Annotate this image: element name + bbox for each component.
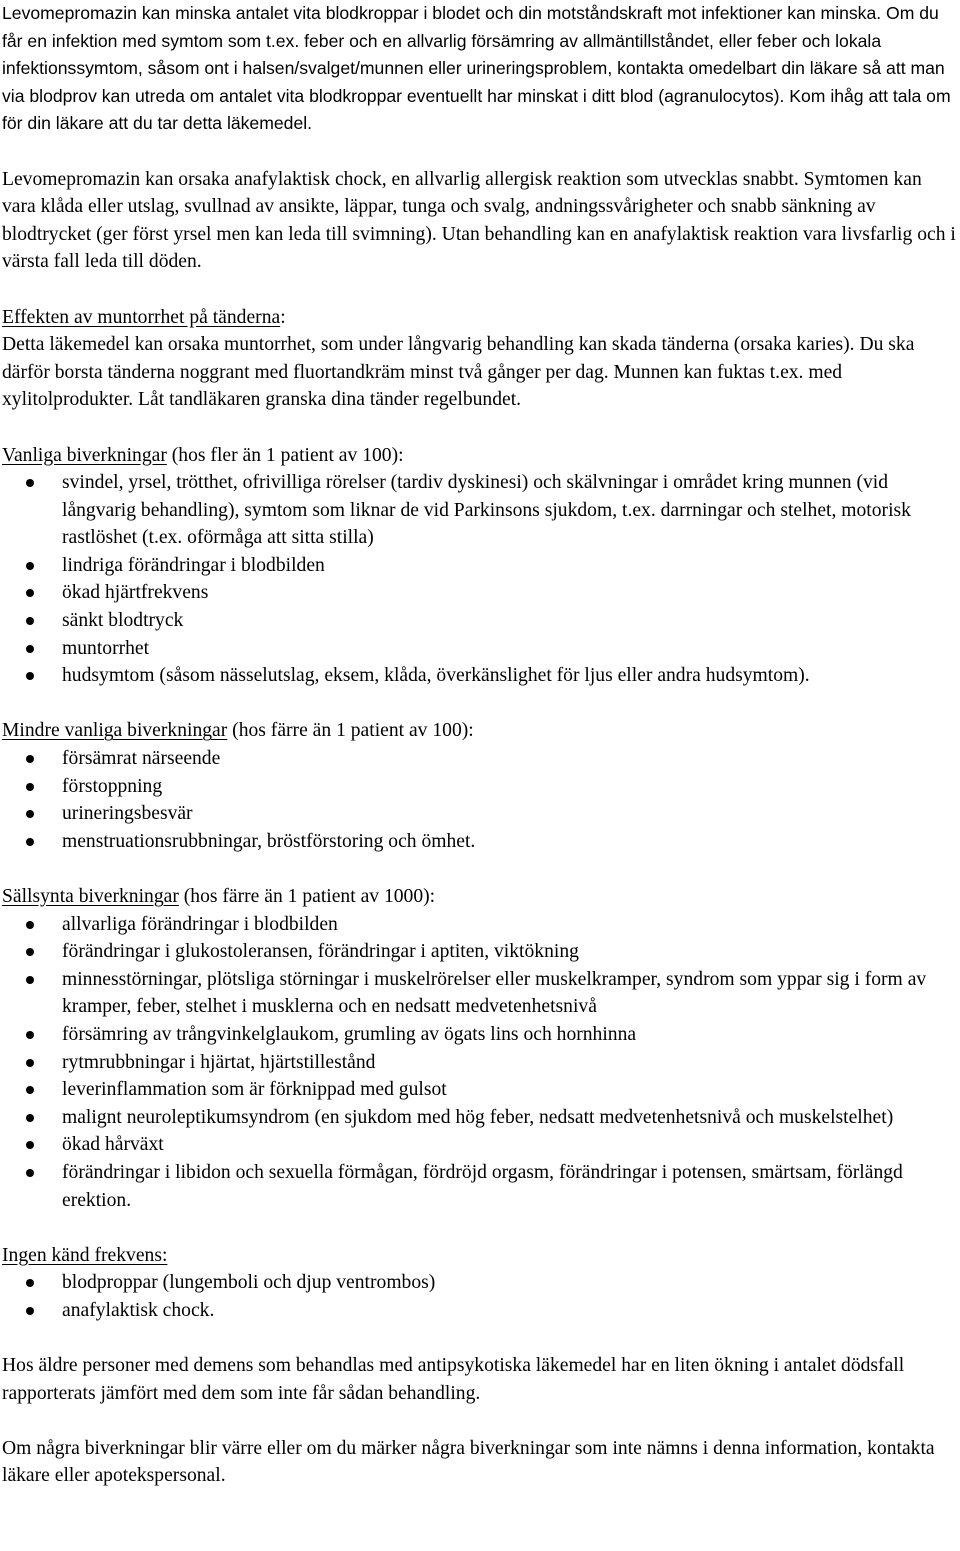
teeth-paragraph: Detta läkemedel kan orsaka muntorrhet, som under långvarig behandling kan skada tänderna (orsaka karies). Du ska därför borsta tänderna noggrant med fluortandkräm minst två gånger per dag. Munnen kan fuktas t.ex. med xylitolprodukter. Låt tandläkaren granska dina tänder regelbundet. (2, 334, 915, 411)
common-heading-qualifier: (hos fler än 1 patient av 100): (166, 444, 404, 466)
uncommon-section-heading (2, 717, 957, 745)
bullet-icon (26, 617, 34, 625)
list-item: försämrat närseende (2, 745, 957, 773)
bullet-icon (26, 562, 34, 570)
list-item: förändringar i libidon och sexuella förmågan, fördröjd orgasm, förändringar i potensen, smärtsam, förlängd erektion. (2, 1159, 957, 1214)
list-item: anafylaktisk chock. (2, 1297, 957, 1325)
spacer (2, 276, 957, 304)
list-item: svindel, yrsel, trötthet, ofrivilliga rörelser (tardiv dyskinesi) och skälvningar i området kring munnen (vid långvarig behandling), symtom som liknar de vid Parkinsons sjukdom, t.ex. darrningar och stelhet, motorisk rastlöshet (t.ex. oförmåga att sitta stilla) (2, 469, 957, 552)
rare-heading-qualifier: (hos färre än 1 patient av 1000): (178, 886, 436, 907)
report-side-effects-paragraph: Om några biverkningar blir värre eller om du märker några biverkningar som inte nämns i denna information, kontakta läkare eller apotekspersonal. (2, 1437, 935, 1487)
list-item: lindriga förändringar i blodbilden (2, 552, 957, 580)
bullet-icon (26, 479, 34, 487)
list-item: muntorrhet (2, 635, 957, 663)
bullet-icon (26, 672, 34, 680)
unknown-heading-text: Ingen känd frekvens: (2, 1244, 168, 1266)
list-item: minnesstörningar, plötsliga störningar i muskelrörelser eller muskelkramper, syndrom som yppar sig i form av kramper, feber, stelhet i musklerna och en nedsatt medvetenhetsnivå (2, 966, 957, 1021)
bullet-icon (26, 1059, 34, 1067)
spacer (2, 690, 957, 718)
list-item: allvarliga förändringar i blodbilden (2, 911, 957, 939)
bullet-icon (26, 645, 34, 653)
list-item: sänkt blodtryck (2, 607, 957, 635)
spacer (2, 138, 957, 166)
list-item: blodproppar (lungemboli och djup ventrombos) (2, 1269, 957, 1297)
spacer (2, 855, 957, 883)
spacer (2, 414, 957, 442)
bullet-icon (26, 589, 34, 597)
bullet-icon (26, 1141, 34, 1149)
bullet-icon (26, 1114, 34, 1122)
bullet-icon (26, 783, 34, 791)
list-item: ökad hårväxt (2, 1131, 957, 1159)
list-item: förändringar i glukostoleransen, förändringar i aptiten, viktökning (2, 938, 957, 966)
bullet-icon (26, 976, 34, 984)
list-item: urineringsbesvär (2, 800, 957, 828)
bullet-icon (26, 1031, 34, 1039)
uncommon-heading-qualifier: (hos färre än 1 patient av 100): (227, 720, 474, 742)
common-section-heading (2, 442, 957, 470)
spacer (2, 1214, 957, 1242)
document-page (2, 0, 957, 1490)
bullet-icon (26, 1169, 34, 1177)
list-item: malignt neuroleptikumsyndrom (en sjukdom med hög feber, nedsatt medvetenhetsnivå och muskelstelhet) (2, 1104, 957, 1132)
bullet-icon (26, 755, 34, 763)
bullet-icon (26, 1279, 34, 1287)
elderly-dementia-paragraph: Hos äldre personer med demens som behandlas med antipsykotiska läkemedel har en liten ökning i antalet dödsfall rapporterats jämfört med dem som inte får sådan behandling. (2, 1355, 905, 1404)
agranulocytosis-paragraph: Levomepromazin kan minska antalet vita blodkroppar i blodet och din motståndskraft mot infektioner kan minska. Om du får en infektion med symtom som t.ex. feber och en allvarlig försämring av allmäntillståndet, eller feber och lokala infektionssymtom, såsom ont i halsen/svalget/munnen eller urineringsproblem, kontakta omedelbart din läkare så att man via blodprov kan utreda om antalet vita blodkroppar eventuellt har minskat i ditt blod (agranulocytos). Kom ihåg att tala om för din läkare att du tar detta läkemedel. (2, 3, 951, 134)
unknown-frequency-heading (2, 1242, 957, 1270)
bullet-icon (26, 838, 34, 846)
spacer (2, 1325, 957, 1353)
list-item: ökad hjärtfrekvens (2, 579, 957, 607)
uncommon-heading-text: Mindre vanliga biverkningar (2, 720, 228, 742)
common-heading-text: Vanliga biverkningar (2, 444, 167, 466)
uncommon-side-effects-list (2, 745, 957, 855)
list-item: förstoppning (2, 773, 957, 801)
spacer (2, 1407, 957, 1435)
rare-side-effects-list (2, 911, 957, 1215)
list-item: rytmrubbningar i hjärtat, hjärtstillestånd (2, 1049, 957, 1077)
bullet-icon (26, 1086, 34, 1094)
list-item: leverinflammation som är förknippad med gulsot (2, 1076, 957, 1104)
teeth-section-heading (2, 304, 957, 332)
teeth-heading-text: Effekten av muntorrhet på tänderna (2, 306, 281, 328)
unknown-frequency-list (2, 1269, 957, 1324)
teeth-heading-suffix: : (280, 306, 286, 328)
anaphylaxis-paragraph: Levomepromazin kan orsaka anafylaktisk chock, en allvarlig allergisk reaktion som utvecklas snabbt. Symtomen kan vara klåda eller utslag, svullnad av ansikte, läppar, tunga och svalg, andningssvårigheter och snabb sänkning av blodtrycket (ger först yrsel men kan leda till svimning). Utan behandling kan en anafylaktisk reaktion vara livsfarlig och i värsta fall leda till döden. (2, 168, 956, 273)
rare-section-heading (2, 883, 957, 911)
bullet-icon (26, 810, 34, 818)
bullet-icon (26, 948, 34, 956)
list-item: hudsymtom (såsom nässelutslag, eksem, klåda, överkänslighet för ljus eller andra hudsymtom). (2, 662, 957, 690)
bullet-icon (26, 921, 34, 929)
common-side-effects-list (2, 469, 957, 690)
list-item: menstruationsrubbningar, bröstförstoring och ömhet. (2, 828, 957, 856)
list-item: försämring av trångvinkelglaukom, grumling av ögats lins och hornhinna (2, 1021, 957, 1049)
bullet-icon (26, 1307, 34, 1315)
rare-heading-text: Sällsynta biverkningar (2, 886, 179, 907)
